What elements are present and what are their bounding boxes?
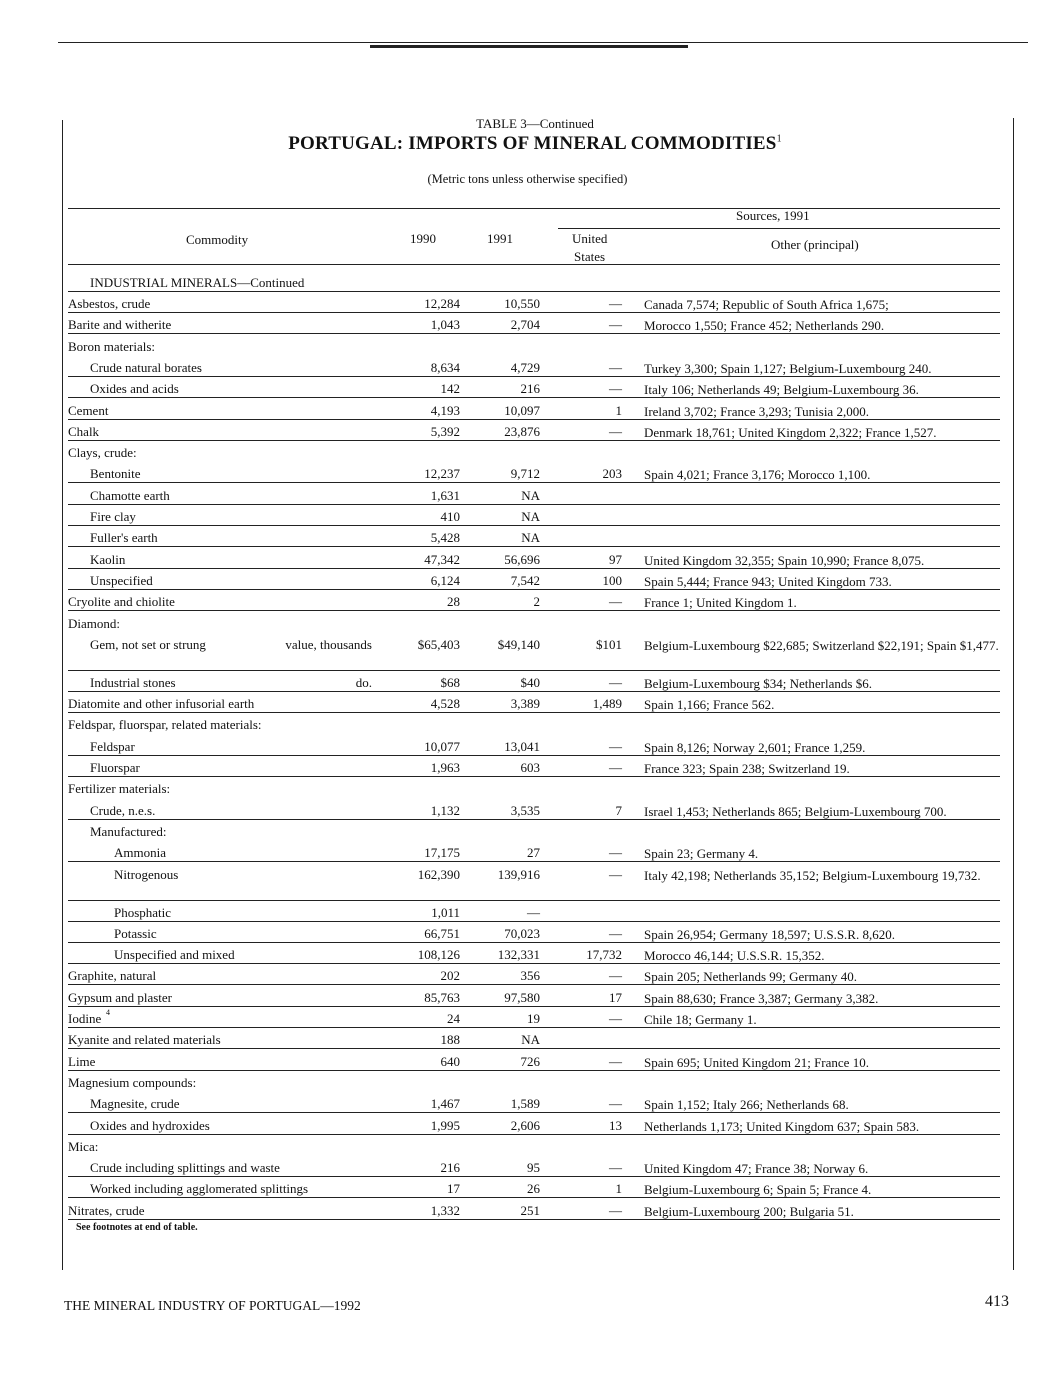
commodity-name: Feldspar, fluorspar, related materials: [68, 717, 262, 733]
table-row [68, 291, 1000, 313]
header-sources: Sources, 1991 [736, 208, 810, 223]
header-1991: 1991 [487, 231, 513, 246]
table-row [68, 483, 1000, 505]
commodity-name: Bentonite [90, 466, 141, 482]
value-1991: $49,140 [497, 636, 540, 652]
other-sources: Belgium-Luxembourg 200; Bulgaria 51. [644, 1203, 854, 1219]
value-united-states: — [609, 359, 622, 375]
header-us-line2: States [574, 249, 606, 264]
table-row [68, 819, 1000, 840]
other-sources: Spain 205; Netherlands 99; Germany 40. [644, 969, 858, 985]
value-1990: 4,528 [430, 696, 460, 712]
value-1991: — [527, 904, 540, 920]
commodity-name: Kyanite and related materials [68, 1032, 221, 1048]
table-row [68, 632, 1000, 671]
value-1990: 24 [447, 1011, 460, 1026]
value-1990: 162,390 [417, 866, 460, 882]
value-united-states: 1 [615, 402, 622, 418]
other-sources: Spain 5,444; France 943; United Kingdom 733. [644, 573, 892, 589]
table-row [68, 504, 1000, 526]
other-sources: United Kingdom 47; France 38; Norway 6. [644, 1161, 869, 1177]
table-row [68, 1027, 1000, 1049]
table-row [68, 461, 1000, 483]
value-1991: 1,589 [510, 1096, 540, 1112]
value-1991: 3,535 [510, 802, 540, 818]
value-united-states: — [609, 845, 622, 861]
value-1990: 12,237 [424, 466, 460, 482]
commodity-name: Ammonia [114, 845, 166, 861]
value-1990: 5,392 [430, 423, 460, 439]
table-row [68, 985, 1000, 1007]
value-united-states: — [609, 1096, 622, 1112]
table-row [68, 334, 1000, 355]
other-sources: Spain 4,021; France 3,176; Morocco 1,100. [644, 467, 871, 483]
value-1991: 56,696 [504, 551, 540, 567]
table-row [68, 776, 1000, 797]
left-margin-line [62, 120, 63, 1270]
table-row [68, 355, 1000, 377]
value-1991: 356 [520, 968, 540, 984]
value-united-states: 17,732 [586, 947, 622, 963]
value-1990: 1,043 [430, 317, 460, 333]
commodity-name: Gem, not set or strung [90, 636, 206, 652]
value-1990: 1,995 [430, 1117, 460, 1133]
value-1990: $65,403 [417, 636, 460, 652]
value-1990: 28 [447, 594, 460, 610]
table-row [68, 1176, 1000, 1198]
value-united-states: — [609, 317, 622, 333]
table-row [68, 840, 1000, 862]
value-1990: 202 [440, 968, 460, 984]
commodity-name: Cement [68, 402, 109, 418]
table-row [68, 1006, 1000, 1028]
other-sources: France 1; United Kingdom 1. [644, 595, 797, 611]
top-rule [58, 42, 1028, 43]
table-row [68, 921, 1000, 943]
value-1991: 603 [520, 760, 540, 775]
value-1991: 251 [520, 1202, 540, 1218]
table-row [68, 1134, 1000, 1155]
value-1991: 9,712 [510, 466, 540, 482]
table-row [68, 525, 1000, 547]
value-1991: 132,331 [497, 947, 540, 963]
table-row [68, 1113, 1000, 1135]
value-united-states: — [609, 1053, 622, 1069]
table-title [0, 133, 1055, 155]
value-1990: 85,763 [424, 989, 460, 1005]
table-row [68, 568, 1000, 590]
value-united-states: — [609, 925, 622, 941]
commodity-name: Iodine [68, 1011, 102, 1026]
commodity-name: Barite and witherite [68, 317, 172, 333]
value-united-states: 100 [602, 572, 622, 588]
value-united-states: 97 [609, 551, 622, 567]
table-row [68, 798, 1000, 820]
commodity-name: Crude, n.e.s. [90, 802, 156, 818]
other-sources: Spain 695; United Kingdom 21; France 10. [644, 1054, 869, 1070]
value-1990: 6,124 [430, 572, 460, 588]
commodity-name: Unspecified and mixed [114, 947, 235, 963]
table-row [68, 942, 1000, 964]
table-row [68, 963, 1000, 985]
value-united-states: — [609, 968, 622, 984]
value-1990: 1,467 [430, 1096, 460, 1112]
table-row [68, 419, 1000, 441]
commodity-name: Crude natural borates [90, 359, 202, 375]
other-sources: Netherlands 1,173; United Kingdom 637; Spain 583. [644, 1118, 920, 1134]
other-sources: Spain 26,954; Germany 18,597; U.S.S.R. 8,620. [644, 926, 895, 942]
value-1991: 97,580 [504, 989, 540, 1005]
value-1991: $40 [520, 674, 540, 690]
page-number: 413 [985, 1293, 1009, 1310]
other-sources: Turkey 3,300; Spain 1,127; Belgium-Luxembourg 240. [644, 360, 932, 376]
header-rule-sources [558, 228, 1000, 229]
unit-qualifier: do. [355, 674, 372, 690]
commodity-name: Chamotte earth [90, 487, 170, 503]
table-row [68, 862, 1000, 901]
footnote-note: See footnotes at end of table. [76, 1222, 198, 1233]
header-rule-bottom [68, 264, 1000, 265]
commodity-name: Nitrates, crude [68, 1202, 145, 1218]
value-1990: 66,751 [424, 925, 460, 941]
table-row [68, 691, 1000, 713]
value-1991: 4,729 [510, 359, 540, 375]
header-commodity: Commodity [186, 232, 249, 247]
table-row [68, 734, 1000, 756]
value-united-states: — [609, 594, 622, 610]
value-1991: 2,704 [510, 317, 540, 333]
footnote-mark: 4 [106, 1008, 110, 1017]
header-us-line1: United [572, 231, 608, 246]
commodity-name: Graphite, natural [68, 968, 157, 984]
value-1991: 139,916 [497, 866, 540, 882]
table-row [68, 755, 1000, 777]
value-1990: 216 [440, 1160, 460, 1176]
value-united-states: 1,489 [592, 696, 622, 712]
value-united-states: — [609, 738, 622, 754]
header-other: Other (principal) [771, 237, 859, 252]
section-label: INDUSTRIAL MINERALS—Continued [90, 275, 305, 290]
value-1991: NA [521, 487, 540, 503]
other-sources: Denmark 18,761; United Kingdom 2,322; France 1,527. [644, 424, 937, 440]
value-1991: 19 [527, 1011, 540, 1026]
value-1990: 410 [440, 509, 460, 524]
value-1990: 10,077 [424, 738, 460, 754]
other-sources: Italy 106; Netherlands 49; Belgium-Luxembourg 36. [644, 382, 919, 398]
commodity-name: Nitrogenous [114, 866, 179, 882]
other-sources: Belgium-Luxembourg $34; Netherlands $6. [644, 675, 872, 691]
other-sources: Ireland 3,702; France 3,293; Tunisia 2,000. [644, 403, 869, 419]
unit-qualifier: value, thousands [285, 636, 372, 652]
value-1990: 142 [440, 381, 460, 397]
other-sources: Israel 1,453; Netherlands 865; Belgium-Luxembourg 700. [644, 803, 947, 819]
running-footer: THE MINERAL INDUSTRY OF PORTUGAL—1992 [64, 1298, 361, 1313]
value-united-states: — [609, 674, 622, 690]
commodity-name: Fluorspar [90, 760, 140, 775]
value-1990: 1,963 [430, 760, 460, 775]
value-1991: 2 [533, 594, 540, 610]
table-subtitle: TABLE 3—Continued [476, 116, 594, 131]
value-1991: 10,097 [504, 402, 540, 418]
value-1991: 7,542 [510, 572, 540, 588]
commodity-name: Oxides and acids [90, 381, 179, 397]
table-row [68, 1049, 1000, 1071]
value-united-states: — [609, 423, 622, 439]
table-row [68, 547, 1000, 569]
value-1991: NA [521, 1032, 540, 1048]
table-row [68, 1155, 1000, 1177]
table-row [68, 312, 1000, 334]
other-sources: Belgium-Luxembourg $22,685; Switzerland $22,191; Spain $1,477. [644, 637, 999, 653]
value-1991: 27 [527, 845, 540, 861]
value-1990: 4,193 [430, 402, 460, 418]
commodity-name: Worked including agglomerated splittings [90, 1181, 309, 1197]
commodity-name: Diamond: [68, 615, 120, 631]
value-1990: 8,634 [430, 359, 460, 375]
commodity-name: Magnesite, crude [90, 1096, 180, 1112]
table-row [68, 440, 1000, 461]
commodity-name: Manufactured: [90, 823, 167, 839]
other-sources: Belgium-Luxembourg 6; Spain 5; France 4. [644, 1182, 872, 1198]
value-united-states: 13 [609, 1117, 622, 1133]
header-1990: 1990 [410, 231, 436, 246]
commodity-name: Gypsum and plaster [68, 989, 172, 1005]
value-1990: $68 [440, 674, 460, 690]
other-sources: France 323; Spain 238; Switzerland 19. [644, 761, 850, 776]
other-sources: United Kingdom 32,355; Spain 10,990; France 8,075. [644, 552, 925, 568]
title-footnote-mark: 1 [776, 133, 782, 145]
commodity-name: Fire clay [90, 509, 136, 524]
right-margin-line [1013, 118, 1014, 1270]
value-united-states: — [609, 866, 622, 882]
commodity-name: Phosphatic [114, 904, 172, 920]
table-row [68, 712, 1000, 733]
table-row [68, 900, 1000, 922]
other-sources: Spain 1,152; Italy 266; Netherlands 68. [644, 1097, 849, 1113]
value-1990: 12,284 [424, 296, 460, 311]
value-1991: NA [521, 530, 540, 546]
value-1990: 1,132 [430, 802, 460, 818]
commodity-name: Diatomite and other infusorial earth [68, 696, 255, 712]
value-1991: 726 [520, 1053, 540, 1069]
value-1990: 5,428 [430, 530, 460, 546]
value-united-states: — [609, 296, 622, 311]
value-united-states: 17 [609, 989, 622, 1005]
other-sources: Italy 42,198; Netherlands 35,152; Belgium-Luxembourg 19,732. [644, 867, 981, 883]
table-row [68, 1070, 1000, 1091]
other-sources: Spain 8,126; Norway 2,601; France 1,259. [644, 739, 866, 755]
value-1991: 216 [520, 381, 540, 397]
table-row [68, 589, 1000, 611]
value-1991: 2,606 [510, 1117, 540, 1133]
section-row [68, 270, 1000, 292]
value-1991: 70,023 [504, 925, 540, 941]
value-1990: 1,332 [430, 1202, 460, 1218]
commodity-name: Clays, crude: [68, 445, 137, 461]
value-1991: 10,550 [504, 296, 540, 311]
commodity-name: Kaolin [90, 551, 126, 567]
table-row [68, 611, 1000, 632]
other-sources: Chile 18; Germany 1. [644, 1012, 757, 1027]
commodity-name: Feldspar [90, 738, 135, 754]
table-row [68, 670, 1000, 692]
value-1990: 1,011 [431, 904, 460, 920]
value-1990: 47,342 [424, 551, 460, 567]
commodity-name: Chalk [68, 423, 100, 439]
value-united-states: 7 [615, 802, 622, 818]
value-1990: 640 [440, 1053, 460, 1069]
commodity-name: Crude including splittings and waste [90, 1160, 280, 1176]
value-1990: 1,631 [430, 487, 460, 503]
value-united-states: — [609, 381, 622, 397]
other-sources: Morocco 1,550; France 452; Netherlands 290. [644, 318, 885, 334]
other-sources: Spain 1,166; France 562. [644, 697, 775, 713]
header-rule-top [68, 208, 1000, 209]
value-1991: 23,876 [504, 423, 540, 439]
top-rule-thick [370, 45, 688, 48]
units-note: (Metric tons unless otherwise specified) [427, 172, 628, 186]
value-1991: NA [521, 509, 540, 524]
value-1990: 188 [440, 1032, 460, 1048]
commodity-name: Potassic [114, 925, 157, 941]
commodity-name: Lime [68, 1053, 96, 1069]
value-1991: 26 [527, 1181, 540, 1197]
value-1990: 17,175 [424, 845, 460, 861]
commodity-name: Cryolite and chiolite [68, 594, 175, 610]
other-sources: Spain 23; Germany 4. [644, 846, 759, 862]
commodity-name: Fertilizer materials: [68, 781, 171, 797]
commodity-name: Industrial stones [90, 674, 176, 690]
table-row [68, 1198, 1000, 1220]
value-1991: 95 [527, 1160, 540, 1176]
value-united-states: — [609, 1202, 622, 1218]
table-row [68, 1091, 1000, 1113]
table-row [68, 398, 1000, 420]
table-title-text: PORTUGAL: IMPORTS OF MINERAL COMMODITIES [288, 133, 777, 154]
other-sources: Morocco 46,144; U.S.S.R. 15,352. [644, 948, 825, 964]
other-sources: Spain 88,630; France 3,387; Germany 3,382. [644, 990, 879, 1006]
value-1990: 17 [447, 1181, 460, 1197]
commodity-name: Asbestos, crude [68, 296, 151, 311]
commodity-name: Fuller's earth [90, 530, 158, 546]
value-united-states: — [609, 760, 622, 775]
other-sources: Canada 7,574; Republic of South Africa 1,675; [644, 297, 889, 312]
commodity-name: Mica: [68, 1138, 99, 1154]
value-united-states: 203 [602, 466, 622, 482]
value-united-states: — [609, 1011, 622, 1026]
commodity-name: Oxides and hydroxides [90, 1117, 210, 1133]
table-row [68, 376, 1000, 398]
commodity-name: Magnesium compounds: [68, 1074, 197, 1090]
value-united-states: $101 [596, 636, 622, 652]
commodity-name: Boron materials: [68, 338, 156, 354]
value-united-states: — [609, 1160, 622, 1176]
value-1990: 108,126 [417, 947, 460, 963]
value-1991: 13,041 [504, 738, 540, 754]
commodity-name: Unspecified [90, 572, 153, 588]
value-united-states: 1 [615, 1181, 622, 1197]
value-1991: 3,389 [510, 696, 540, 712]
